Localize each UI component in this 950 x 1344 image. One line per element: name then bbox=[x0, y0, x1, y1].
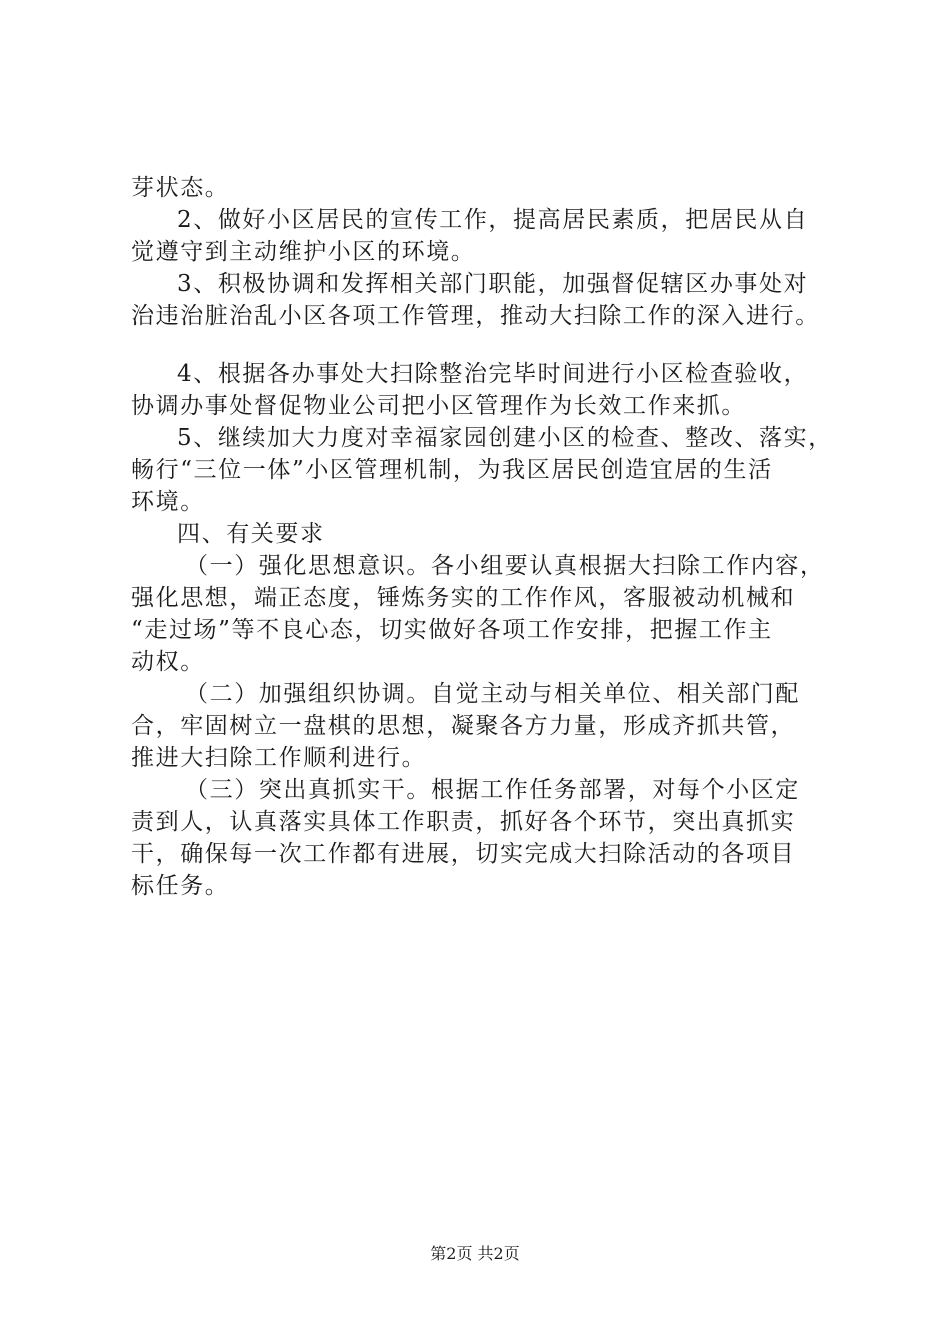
text-line: （三）突出真抓实干。根据工作任务部署，对每个小区定 bbox=[185, 777, 800, 803]
text-line: 推进大扫除工作顺利进行。 bbox=[131, 745, 427, 771]
text-line: 畅行“三位一体”小区管理机制，为我区居民创造宜居的生活 bbox=[131, 457, 773, 483]
text-line: 干，确保每一次工作都有进展，切实完成大扫除活动的各项目 bbox=[131, 841, 796, 867]
text-line: 2、做好小区居民的宣传工作，提高居民素质，把居民从自 bbox=[177, 207, 809, 233]
text-line: （二）加强组织协调。自觉主动与相关单位、相关部门配 bbox=[185, 681, 800, 707]
text-line: 环境。 bbox=[131, 489, 205, 515]
paragraph-gap bbox=[131, 332, 831, 358]
text-line: 动权。 bbox=[131, 649, 205, 675]
text-line: 合，牢固树立一盘棋的思想，凝聚各方力量，形成齐抓共管， bbox=[131, 713, 796, 739]
document-body bbox=[131, 172, 831, 902]
text-line: 标任务。 bbox=[131, 873, 230, 899]
text-line: 强化思想，端正态度，锤炼务实的工作作风，客服被动机械和 bbox=[131, 585, 796, 611]
text-line: 5、继续加大力度对幸福家园创建小区的检查、整改、落实， bbox=[177, 425, 833, 451]
text-line: 责到人，认真落实具体工作职责，抓好各个环节，突出真抓实 bbox=[131, 809, 796, 835]
section-heading: 四、有关要求 bbox=[177, 521, 325, 547]
text-line: （一）强化思想意识。各小组要认真根据大扫除工作内容， bbox=[185, 553, 825, 579]
text-line: 治违治脏治乱小区各项工作管理，推动大扫除工作的深入进行。 bbox=[131, 303, 820, 329]
text-line: 3、积极协调和发挥相关部门职能，加强督促辖区办事处对 bbox=[177, 271, 809, 297]
page-number-footer: 第2页 共2页 bbox=[430, 1244, 520, 1263]
text-line: “走过场”等不良心态，切实做好各项工作安排，把握工作主 bbox=[131, 617, 773, 643]
text-line: 芽状态。 bbox=[131, 175, 230, 201]
text-line: 4、根据各办事处大扫除整治完毕时间进行小区检查验收， bbox=[177, 361, 809, 387]
text-line: 协调办事处督促物业公司把小区管理作为长效工作来抓。 bbox=[131, 393, 746, 419]
text-line: 觉遵守到主动维护小区的环境。 bbox=[131, 239, 476, 265]
